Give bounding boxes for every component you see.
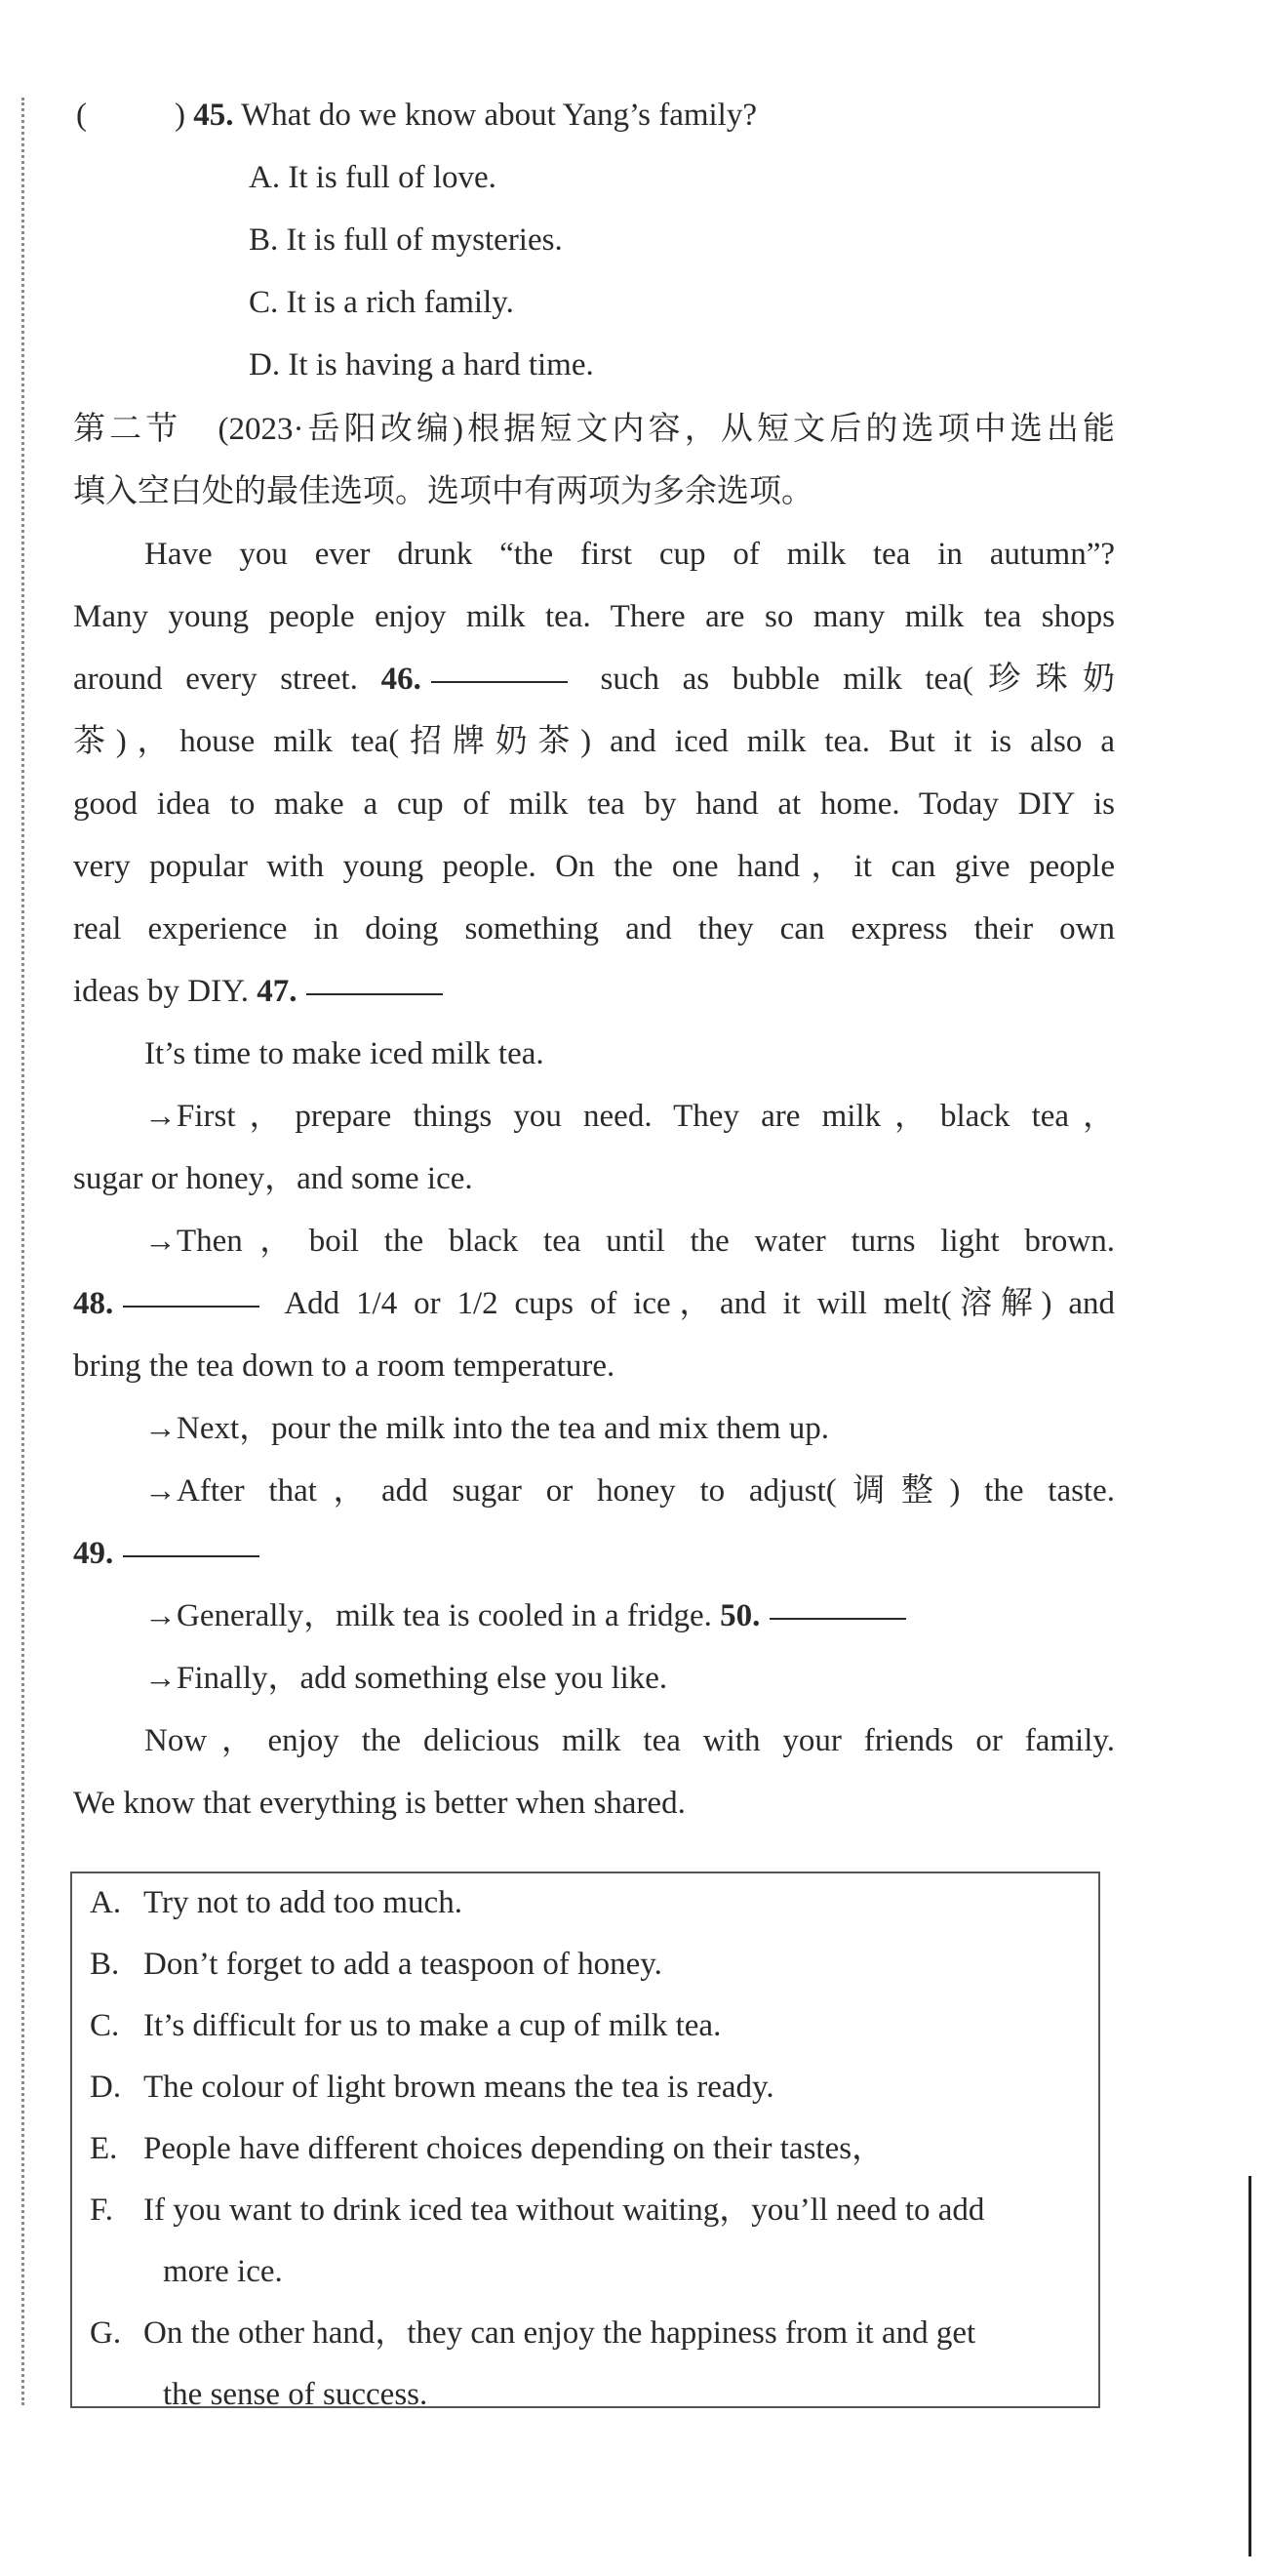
q45-option-a: A. It is full of love. xyxy=(249,160,496,195)
passage-p4-line1: →Then，boil the black tea until the water turns light brown. xyxy=(144,1224,1115,1259)
option-f: F. If you want to drink iced tea without waiting，you’ll need to add xyxy=(90,2193,985,2228)
question-stem: What do we know about Yang’s family? xyxy=(241,98,757,133)
passage-p1-line5: good idea to make a cup of milk tea by hand at home. Today DIY is xyxy=(73,786,1115,822)
option-a: A. Try not to add too much. xyxy=(90,1885,462,1920)
passage-p1-line2: Many young people enjoy milk tea. There are so many milk tea shops xyxy=(73,599,1115,634)
passage-p9-line1: Now，enjoy the delicious milk tea with your friends or family. xyxy=(144,1723,1115,1758)
blank-47 xyxy=(306,992,443,995)
passage-p6-line1: →After that，add sugar or honey to adjust(调整) the taste. xyxy=(144,1473,1115,1509)
page-edge-mark xyxy=(1248,2176,1251,2556)
passage-p1-line8: ideas by DIY. 47. xyxy=(73,970,453,1013)
option-d: D. The colour of light brown means the tea is ready. xyxy=(90,2070,774,2105)
option-c: C. It’s difficult for us to make a cup of milk tea. xyxy=(90,2008,722,2043)
blank-47-number: 47. xyxy=(257,974,297,1009)
option-g: G. On the other hand，they can enjoy the happiness from it and get xyxy=(90,2315,976,2351)
question-45 xyxy=(76,94,757,137)
passage-p7: →Generally，milk tea is cooled in a fridge. 50. xyxy=(144,1594,916,1637)
blank-49 xyxy=(123,1554,259,1557)
binding-dotted-line xyxy=(21,98,24,2405)
q45-option-b: B. It is full of mysteries. xyxy=(249,222,563,258)
passage-p1-line1: Have you ever drunk “the first cup of milk tea in autumn”? xyxy=(144,537,1115,572)
passage-p5: →Next，pour the milk into the tea and mix them up. xyxy=(144,1411,830,1446)
option-f-continued: more ice. xyxy=(163,2254,283,2289)
passage-p1-line3: around every street. 46. such as bubble milk tea(珍珠奶 xyxy=(73,662,1115,697)
option-e: E. People have different choices depending on their tastes， xyxy=(90,2131,885,2166)
blank-46-number: 46. xyxy=(380,662,421,697)
option-g-continued: the sense of success. xyxy=(163,2377,428,2412)
passage-p1-line7: real experience in doing something and they can express their own xyxy=(73,911,1115,946)
passage-p9-line2: We know that everything is better when shared. xyxy=(73,1786,686,1821)
passage-p1-line6: very popular with young people. On the one hand，it can give people xyxy=(73,849,1115,884)
blank-46 xyxy=(431,680,568,683)
passage-p8: →Finally，add something else you like. xyxy=(144,1661,668,1696)
question-number: 45. xyxy=(193,98,234,133)
answer-paren-open: ( xyxy=(76,98,87,133)
blank-50-number: 50. xyxy=(720,1598,761,1633)
passage-p2: It’s time to make iced milk tea. xyxy=(144,1036,544,1071)
blank-50 xyxy=(770,1617,906,1620)
passage-p3-line1: →First，prepare things you need. They are milk，black tea， xyxy=(144,1099,1115,1134)
option-b: B. Don’t forget to add a teaspoon of honey. xyxy=(90,1947,662,1982)
passage-p3-line2: sugar or honey，and some ice. xyxy=(73,1161,473,1196)
passage-p4-line3: bring the tea down to a room temperature. xyxy=(73,1348,615,1384)
passage-p4-line2: 48. Add 1/4 or 1/2 cups of ice，and it will melt(溶解) and xyxy=(73,1286,1115,1321)
passage-p1-line4: 茶)，house milk tea(招牌奶茶) and iced milk tea. But it is also a xyxy=(73,724,1115,759)
section2-instructions-line1: 第二节 (2023·岳阳改编)根据短文内容，从短文后的选项中选出能 xyxy=(73,412,1115,447)
blank-48-number: 48. xyxy=(73,1286,114,1321)
blank-49-number: 49. xyxy=(73,1536,114,1571)
passage-p6-line2 xyxy=(73,1532,269,1575)
answer-paren-close: ) xyxy=(175,98,185,133)
q45-option-d: D. It is having a hard time. xyxy=(249,347,594,382)
section2-instructions-line2: 填入空白处的最佳选项。选项中有两项为多余选项。 xyxy=(73,474,813,509)
blank-48 xyxy=(123,1305,259,1308)
q45-option-c: C. It is a rich family. xyxy=(249,285,514,320)
